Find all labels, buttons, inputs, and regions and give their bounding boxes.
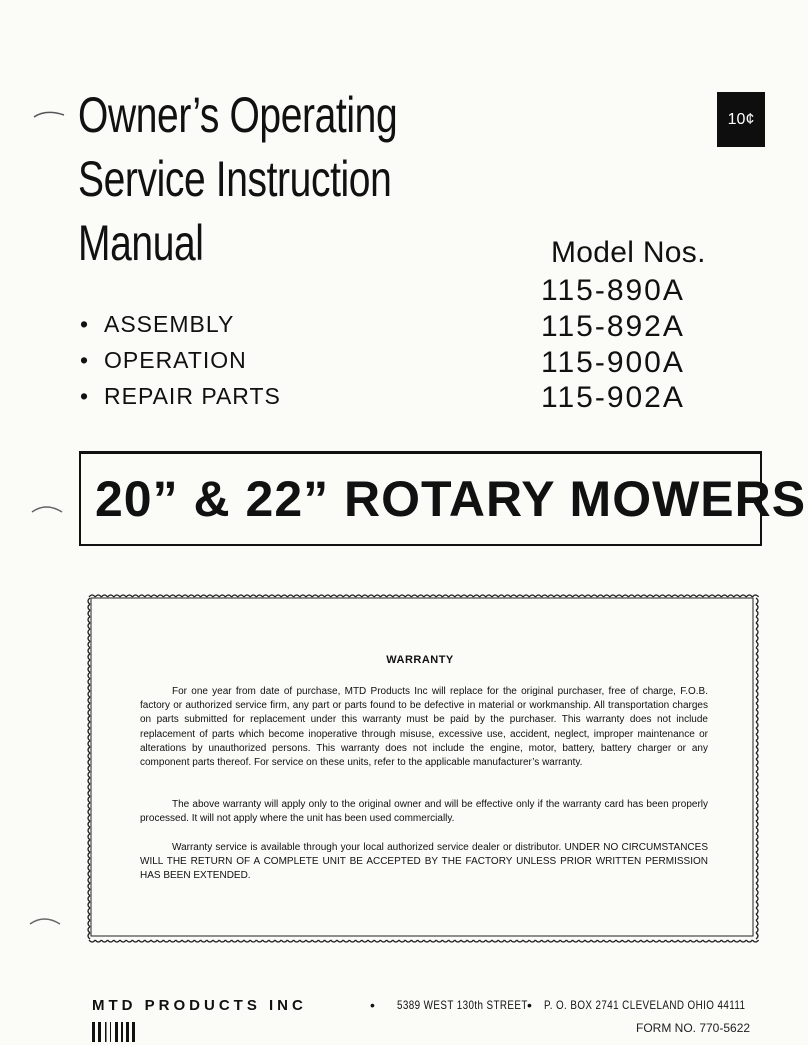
bullet-dot: • — [80, 383, 90, 409]
street-address: 5389 WEST 130th STREET — [397, 998, 528, 1012]
contents-item — [80, 311, 234, 338]
contents-item — [80, 347, 247, 374]
manual-title-line-2: Service Instruction — [78, 151, 392, 207]
contents-item-label: ASSEMBLY — [104, 311, 235, 337]
product-banner — [79, 451, 807, 546]
bullet-dot: • — [80, 311, 90, 337]
contents-item-label: OPERATION — [104, 347, 247, 373]
model-number: 115-902A — [541, 381, 685, 414]
bullet-dot: • — [370, 997, 375, 1013]
bullet-dot: • — [527, 997, 532, 1013]
warranty-paragraph: Warranty service is available through your local authorized service dealer or distributor. UNDER NO CIRCUMSTANCES WILL THE RETURN OF A COMPLETE UNIT BE ACCEPTED BY THE FACTORY UNLESS PRIOR WRITTEN PERMISSION HAS BEEN EXTENDED. — [140, 842, 708, 882]
contents-item-label: REPAIR PARTS — [104, 383, 281, 409]
warranty-paragraph: For one year from date of purchase, MTD Products Inc will replace for the original purchaser, free of charge, F.O.B. factory or authorized service firm, any part or parts found to be defective in material or workmanship. All transportation charges on parts submitted for replacement under this warranty must be paid by the purchaser. This warranty does not include replacement of parts which become inoperative through misuse, excessive use, accident, neglect, improper maintenance or alterations by unauthorized persons. This warranty does not include the engine, motor, battery, battery charger or any component parts thereof. For service on these units, refer to the applicable manufacturer’s warranty. — [140, 686, 708, 769]
contents-item — [80, 383, 281, 410]
bullet-dot: • — [80, 347, 90, 373]
manual-title-line-3: Manual — [78, 215, 204, 271]
form-number: FORM NO. 770-5622 — [636, 1021, 751, 1035]
model-number: 115-892A — [541, 310, 685, 343]
scan-mark — [30, 500, 66, 516]
warranty-box — [86, 592, 762, 945]
model-heading: Model Nos. — [551, 236, 706, 269]
model-number: 115-900A — [541, 346, 685, 379]
scan-mark — [28, 912, 64, 928]
banner-text: 20” & 22” ROTARY MOWERS — [95, 471, 807, 527]
scan-mark — [32, 107, 68, 121]
po-box-address: P. O. BOX 2741 CLEVELAND OHIO 44111 — [544, 998, 746, 1012]
price-badge: 10¢ — [717, 92, 765, 147]
manual-title-line-1: Owner’s Operating — [78, 87, 398, 143]
barcode-icon — [92, 1022, 140, 1042]
model-number: 115-890A — [541, 274, 685, 307]
warranty-paragraph: The above warranty will apply only to the original owner and will be effective only if the warranty card has been properly processed. It will not apply where the unit has been used commercially. — [140, 799, 708, 825]
company-name: MTD PRODUCTS INC — [92, 997, 307, 1014]
warranty-heading: WARRANTY — [386, 654, 454, 666]
